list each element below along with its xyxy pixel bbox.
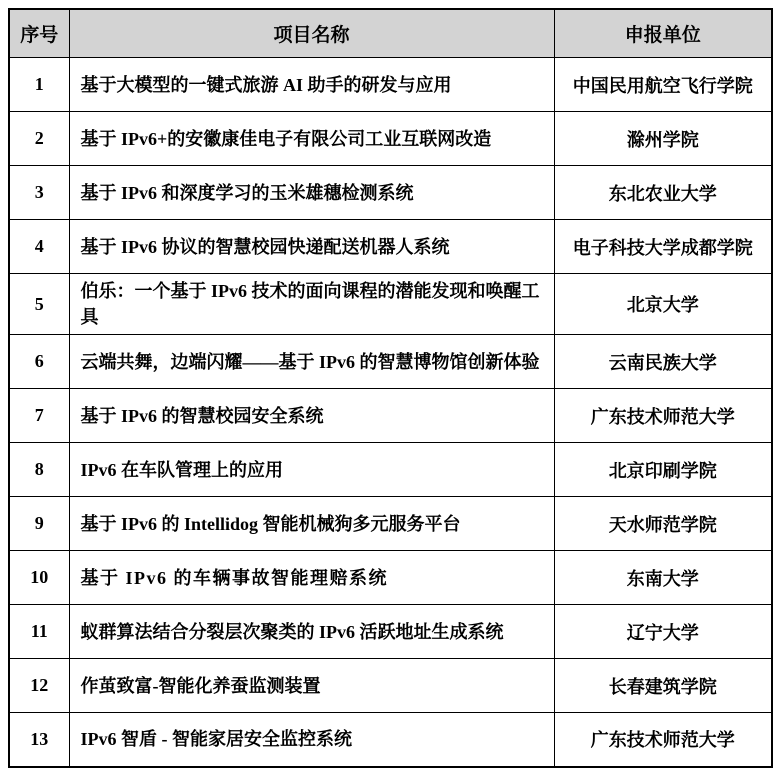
serial-number: 11 (9, 605, 69, 659)
project-name: 基于 IPv6 和深度学习的玉米雄穗检测系统 (69, 166, 554, 220)
declaring-unit: 广东技术师范大学 (554, 389, 772, 443)
declaring-unit: 北京大学 (554, 274, 772, 335)
project-name: 作茧致富-智能化养蚕监测装置 (69, 659, 554, 713)
header-serial-number: 序号 (9, 9, 69, 58)
table-row (9, 713, 772, 767)
project-name: 基于 IPv6 的车辆事故智能理赔系统 (69, 551, 554, 605)
serial-number: 8 (9, 443, 69, 497)
project-name: 基于 IPv6+的安徽康佳电子有限公司工业互联网改造 (69, 112, 554, 166)
table-row (9, 166, 772, 220)
declaring-unit: 中国民用航空飞行学院 (554, 58, 772, 112)
table-row (9, 58, 772, 112)
serial-number: 1 (9, 58, 69, 112)
project-name: 基于 IPv6 的智慧校园安全系统 (69, 389, 554, 443)
declaring-unit: 北京印刷学院 (554, 443, 772, 497)
declaring-unit: 辽宁大学 (554, 605, 772, 659)
serial-number: 4 (9, 220, 69, 274)
table-row (9, 389, 772, 443)
header-declaring-unit: 申报单位 (554, 9, 772, 58)
project-name: 云端共舞，边端闪耀——基于 IPv6 的智慧博物馆创新体验 (69, 335, 554, 389)
declaring-unit: 长春建筑学院 (554, 659, 772, 713)
declaring-unit: 东北农业大学 (554, 166, 772, 220)
serial-number: 12 (9, 659, 69, 713)
table-row (9, 220, 772, 274)
declaring-unit: 云南民族大学 (554, 335, 772, 389)
project-name: 伯乐：一个基于 IPv6 技术的面向课程的潜能发现和唤醒工具 (69, 274, 554, 335)
table-row (9, 335, 772, 389)
project-name: IPv6 在车队管理上的应用 (69, 443, 554, 497)
table-row (9, 497, 772, 551)
project-name: 基于 IPv6 的 Intellidog 智能机械狗多元服务平台 (69, 497, 554, 551)
project-name: 蚁群算法结合分裂层次聚类的 IPv6 活跃地址生成系统 (69, 605, 554, 659)
project-name: IPv6 智盾 - 智能家居安全监控系统 (69, 713, 554, 767)
project-name: 基于 IPv6 协议的智慧校园快递配送机器人系统 (69, 220, 554, 274)
serial-number: 2 (9, 112, 69, 166)
serial-number: 13 (9, 713, 69, 767)
declaring-unit: 电子科技大学成都学院 (554, 220, 772, 274)
table-row (9, 112, 772, 166)
declaring-unit: 东南大学 (554, 551, 772, 605)
declaring-unit: 天水师范学院 (554, 497, 772, 551)
table-row (9, 443, 772, 497)
table-row (9, 659, 772, 713)
table-row (9, 551, 772, 605)
serial-number: 10 (9, 551, 69, 605)
table-row (9, 274, 772, 335)
declaring-unit: 滁州学院 (554, 112, 772, 166)
header-project-name: 项目名称 (69, 9, 554, 58)
header-row (9, 9, 772, 58)
serial-number: 5 (9, 274, 69, 335)
serial-number: 7 (9, 389, 69, 443)
table-row (9, 605, 772, 659)
projects-table (8, 8, 773, 768)
serial-number: 6 (9, 335, 69, 389)
project-name: 基于大模型的一键式旅游 AI 助手的研发与应用 (69, 58, 554, 112)
serial-number: 3 (9, 166, 69, 220)
serial-number: 9 (9, 497, 69, 551)
declaring-unit: 广东技术师范大学 (554, 713, 772, 767)
